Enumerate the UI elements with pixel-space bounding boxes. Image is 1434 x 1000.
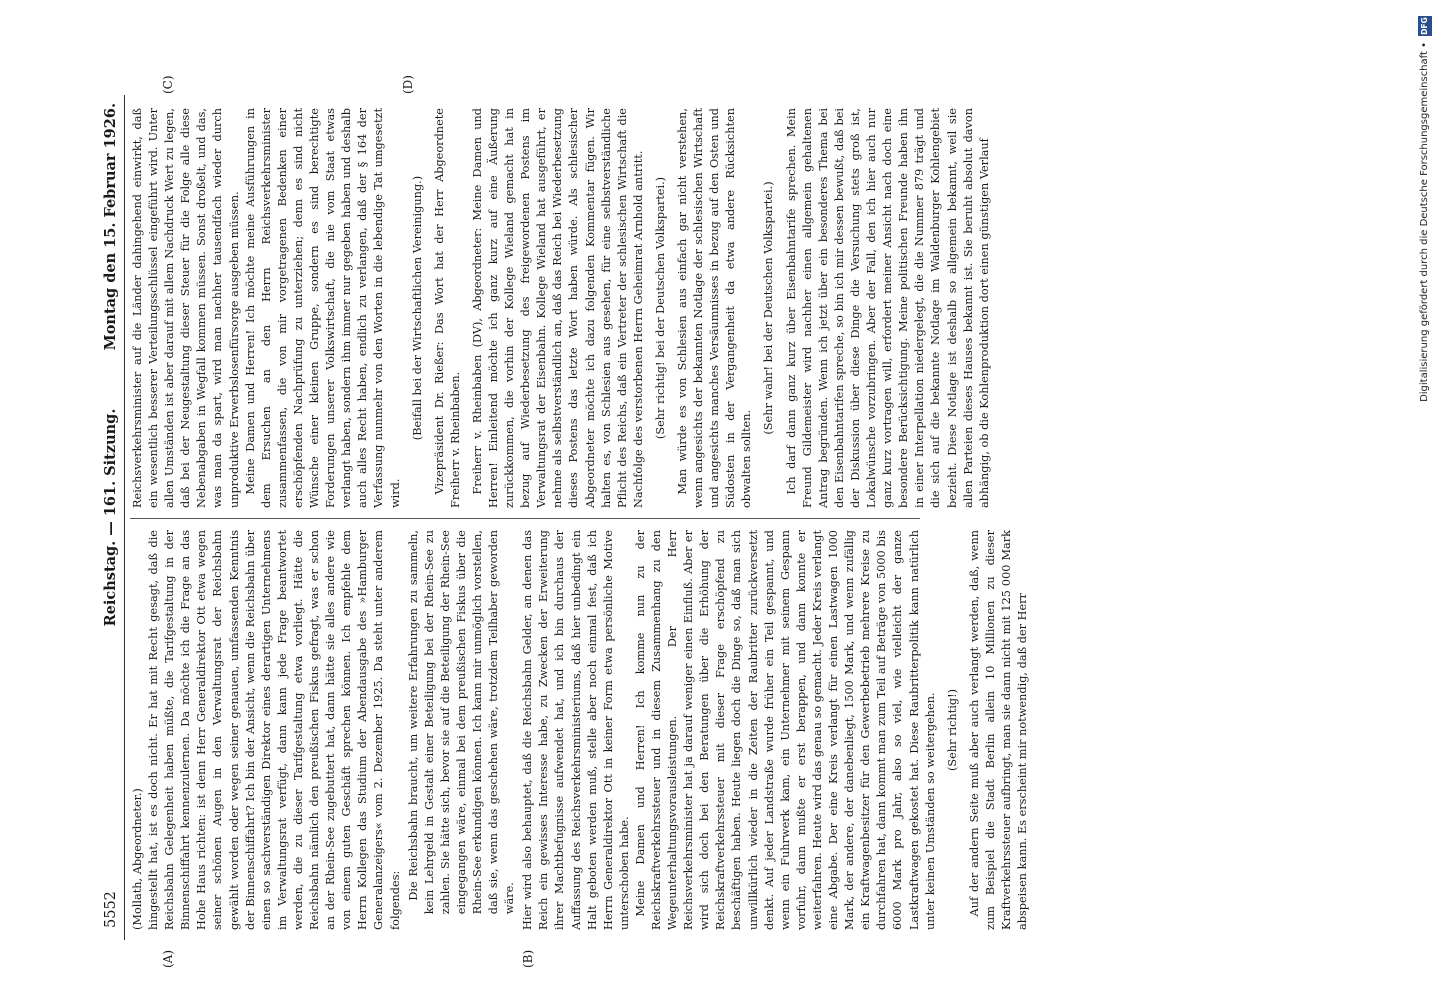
speaker-paragraph: Freiherr v. Rheinbaben (DV), Abgeordneter: Meine Damen und Herren! Einleitend möchte ich ganz kurz auf eine Äußerung zurückkommen, die vorhin der Kollege Wieland gemacht hat in bezug auf Wiederbesetzung des freigewordenen Postens im Verwaltungsrat der Eisenbahn. Kollege Wieland hat ausgeführt, er nehme als selbstverständlich an, daß das Reich bei Wiederbesetzung dieses Postens das letzte Wort haben würde. Als schlesischer Abgeordneter möchte ich dazu folgenden Kommentar fügen. Wir halten es, von Schlesien aus gesehen, für eine selbstverständliche Pflicht des Reichs, daß ein Vertreter der schlesischen Wirtschaft die Nachfolge des verstorbenen Herrn Geheimrat Arnhold antritt. [470, 108, 645, 508]
margin-marker-d: (D) [401, 75, 415, 94]
interjection: (Sehr richtig! bei der Deutschen Volkspartei.) [653, 176, 667, 440]
paragraph: Hier wird also behauptet, daß die Reichsbahn Gelder, an denen das Reich ein gewisses Interesse habe, zu Zwecken der Erweiterung ihrer Machtbefugnisse aufwendet hat, und ich bin durchaus der Auffassung des Reichsverkehrsministeriums, daß hier unbedingt ein Halt geboten werden muß, stelle aber noch einmal fest, daß ich Herrn Generaldirektor Ott in keiner Form etwa persönliche Motive unterschoben habe. [521, 530, 631, 930]
paragraph: Reichsverkehrsminister auf die Länder dahingehend einwirkt, daß ein wesentlich besserer Verteilungsschlüssel eingeführt wird. Unter allen Umständen ist aber darauf mit allem Nachdruck Wert zu legen, daß bei der Neugestaltung dieser Steuer für die Folge alle diese Nebenabgaben in Wegfall kommen müssen. Sonst droßelt, und das, was man da spart, wird man nachher tausendfach wieder durch unproduktive Erwerbslosenfürsorge ausgeben müssen. [131, 108, 241, 508]
margin-marker-a: (A) [161, 949, 175, 968]
interjection: (Sehr richtig!) [945, 688, 959, 772]
paragraph: Auf der andern Seite muß aber auch verlangt werden, daß, wenn zum Beispiel die Stadt Berlin allein 10 Millionen zu dieser Kraftverkehrssteuer aufbringt, man sie dann nicht mit 125 000 Mark abspeisen kann. Es erscheint mir notwendig, daß der Herr [967, 530, 1030, 930]
right-column [130, 108, 991, 508]
interjection: (Beifall bei der Wirtschaftlichen Vereinigung.) [410, 175, 424, 441]
paragraph: Meine Damen und Herren! Ich möchte meine Ausführungen in dem Ersuchen an den Herrn Reichsverkehrsminister zusammenfassen, die von mir vorgetragenen Bedenken einer erschöpfenden Nachprüfung zu unterziehen; denn es sind nicht Wünsche einer kleinen Gruppe, sondern es sind berechtigte Forderungen unserer Volkswirtschaft, die nie vom Staat etwas verlangt haben, sondern ihm immer nur gegeben haben und deshalb auch alles Recht haben, endlich zu verlangen, daß der § 164 der Verfassung nunmehr von den Worten in die lebendige Tat umgesetzt wird. [243, 108, 402, 508]
session-title: Reichstag. — 161. Sitzung. [102, 408, 119, 627]
quoted-paragraph: Die Reichsbahn braucht, um weitere Erfahrungen zu sammeln, kein Lehrgeld in Gestalt einer Beteiligung bei der Rhein-See zu zahlen. Sie hätte sich, bevor sie auf die Beteiligung der Rhein-See eingegangen wäre, einmal bei dem preußischen Fiskus über die Rhein-See erkundigen können. Ich kann mir unmöglich vorstellen, daß sie, wenn das geschehen wäre, trotzdem Teilhaber geworden wäre. [406, 530, 517, 915]
margin-marker-b: (B) [521, 949, 535, 968]
rotated-document-page [100, 75, 1430, 968]
paragraph: Man würde es von Schlesien aus einfach gar nicht verstehen, wenn angesichts der bekannten Notlage der schlesischen Wirtschaft und angesichts manches Versäumnisses in bezug auf den Osten und Südosten in der Vergangenheit da etwa andere Rücksichten obwalten sollten. [676, 108, 754, 508]
column-divider [130, 518, 920, 519]
page-header [100, 95, 122, 940]
interjection: (Sehr wahr! bei der Deutschen Volkspartei.) [762, 181, 776, 435]
paragraph: Meine Damen und Herren! Ich komme nun zu der Reichskraftverkehrssteuer und in diesem Zusammenhang zu den Wegeunterhaltungsvorausleistungen. Der Herr Reichsverkehrsminister hat ja darauf weniger einen Einfluß. Aber er wird sich doch bei den Beratungen über die Erhöhung der Reichskraftverkehrssteuer mit dieser Frage erschöpfend zu beschäftigen haben. Heute liegen doch die Dinge so, daß man sich unwillkürlich wieder in die Zeiten der Raubritter zurückversetzt denkt. Auf jeder Landstraße wurde früher ein Teil gespannt, und wenn ein Fuhrwerk kam, ein Unternehmer mit seinem Gespann vorfuhr, dann mußte er erst berappen, und dann konnte er weiterfahren. Heute wird das genau so gemacht. Jeder Kreis verlangt eine Abgabe. Der eine Kreis verlangt für einen Lastwagen 1000 Mark, der andere, der danebenliegt, 1500 Mark, und wenn zufällig ein Kraftwagenbesitzer für den Gewerbebetrieb mehrere Kreise zu durchfahren hat, dann kommt man zum Teil auf Beträge von 5000 bis 6000 Mark pro Jahr, also so viel, wie vielleicht der ganze Lastkraftwagen gekostet hat. Diese Raubritterpolitik kann natürlich unter keinen Umständen so weitergehen. [633, 529, 937, 930]
credit-text: Digitalisierung gefördert durch die Deutsche Forschungsgemeinschaft • [1419, 42, 1430, 402]
margin-marker-c: (C) [161, 75, 175, 94]
digitization-credit [1416, 10, 1434, 1000]
page-number: 5552 [103, 891, 119, 928]
dfg-logo: DFG [1418, 16, 1432, 36]
paragraph: hingestellt hat, ist es doch nicht. Er hat mit Recht gesagt, daß die Reichsbahn Gelegenheit haben müßte, die Tarifgestaltung in der Binnenschiffahrt kennenzulernen. Da möchte ich die Frage an das Hohe Haus richten: ist denn Herr Generaldirektor Ott etwa wegen seiner schönen Augen in den Verwaltungsrat der Reichsbahn gewählt worden oder wegen seiner genauen, umfassenden Kenntnis der Binnenschiffahrt? Ich bin der Ansicht, wenn die Reichsbahn über einen so sachverständigen Direktor eines derartigen Unternehmens im Verwaltungsrat verfügt, dann kann jede Frage beantwortet werden, die zu dieser Tarifgestaltung etwa vorliegt. Hätte die Reichsbahn nämlich den preußischen Fiskus gefragt, was er schon an der Rhein-See zugebuttert hat, dann hätte sie alles andere wie von einem guten Geschäft sprechen können. Ich empfehle dem Herrn Kollegen das Studium der Abendausgabe des »Hamburger Generalanzeigers« vom 2. Dezember 1925. Da steht unter anderem folgendes: [147, 530, 402, 930]
speaker-paragraph: Vizepräsident Dr. Rießer: Das Wort hat der Herr Abgeordnete Freiherr v. Rheinbaben. [432, 108, 462, 508]
header-rule [124, 95, 125, 940]
paragraph: Ich darf dann ganz kurz über Eisenbahntarife sprechen. Mein Freund Gildemeister wird nachher einen allgemein gehaltenen Antrag begründen. Wenn ich jetzt über ein besonderes Thema bei den Eisenbahntarifen spreche, so bin ich mir dessen bewußt, daß bei der Diskussion über diese Dinge die Versuchung stets groß ist, Lokalwünsche vorzubringen. Aber der Fall, den ich hier auch nur ganz kurz vortragen will, erfordert meiner Ansicht nach doch eine besondere Berücksichtigung. Meine politischen Freunde haben ihn in einer Interpellation niedergelegt, die die Nummer 879 trägt und die sich auf die bekannte Notlage im Waldenburger Kohlengebiet bezieht. Diese Notlage ist deshalb so allgemein bekannt, weil sie allen Parteien dieses Hauses bekannt ist. Sie beruht absolut davon abhängig, ob die Kohlenproduktion dort einen günstigen Verlauf [784, 108, 991, 508]
left-column [130, 529, 1030, 930]
speaker-attribution: (Mollath, Abgeordneter.) [131, 788, 144, 930]
session-date: Montag den 15. Februar 1926. [102, 103, 119, 351]
